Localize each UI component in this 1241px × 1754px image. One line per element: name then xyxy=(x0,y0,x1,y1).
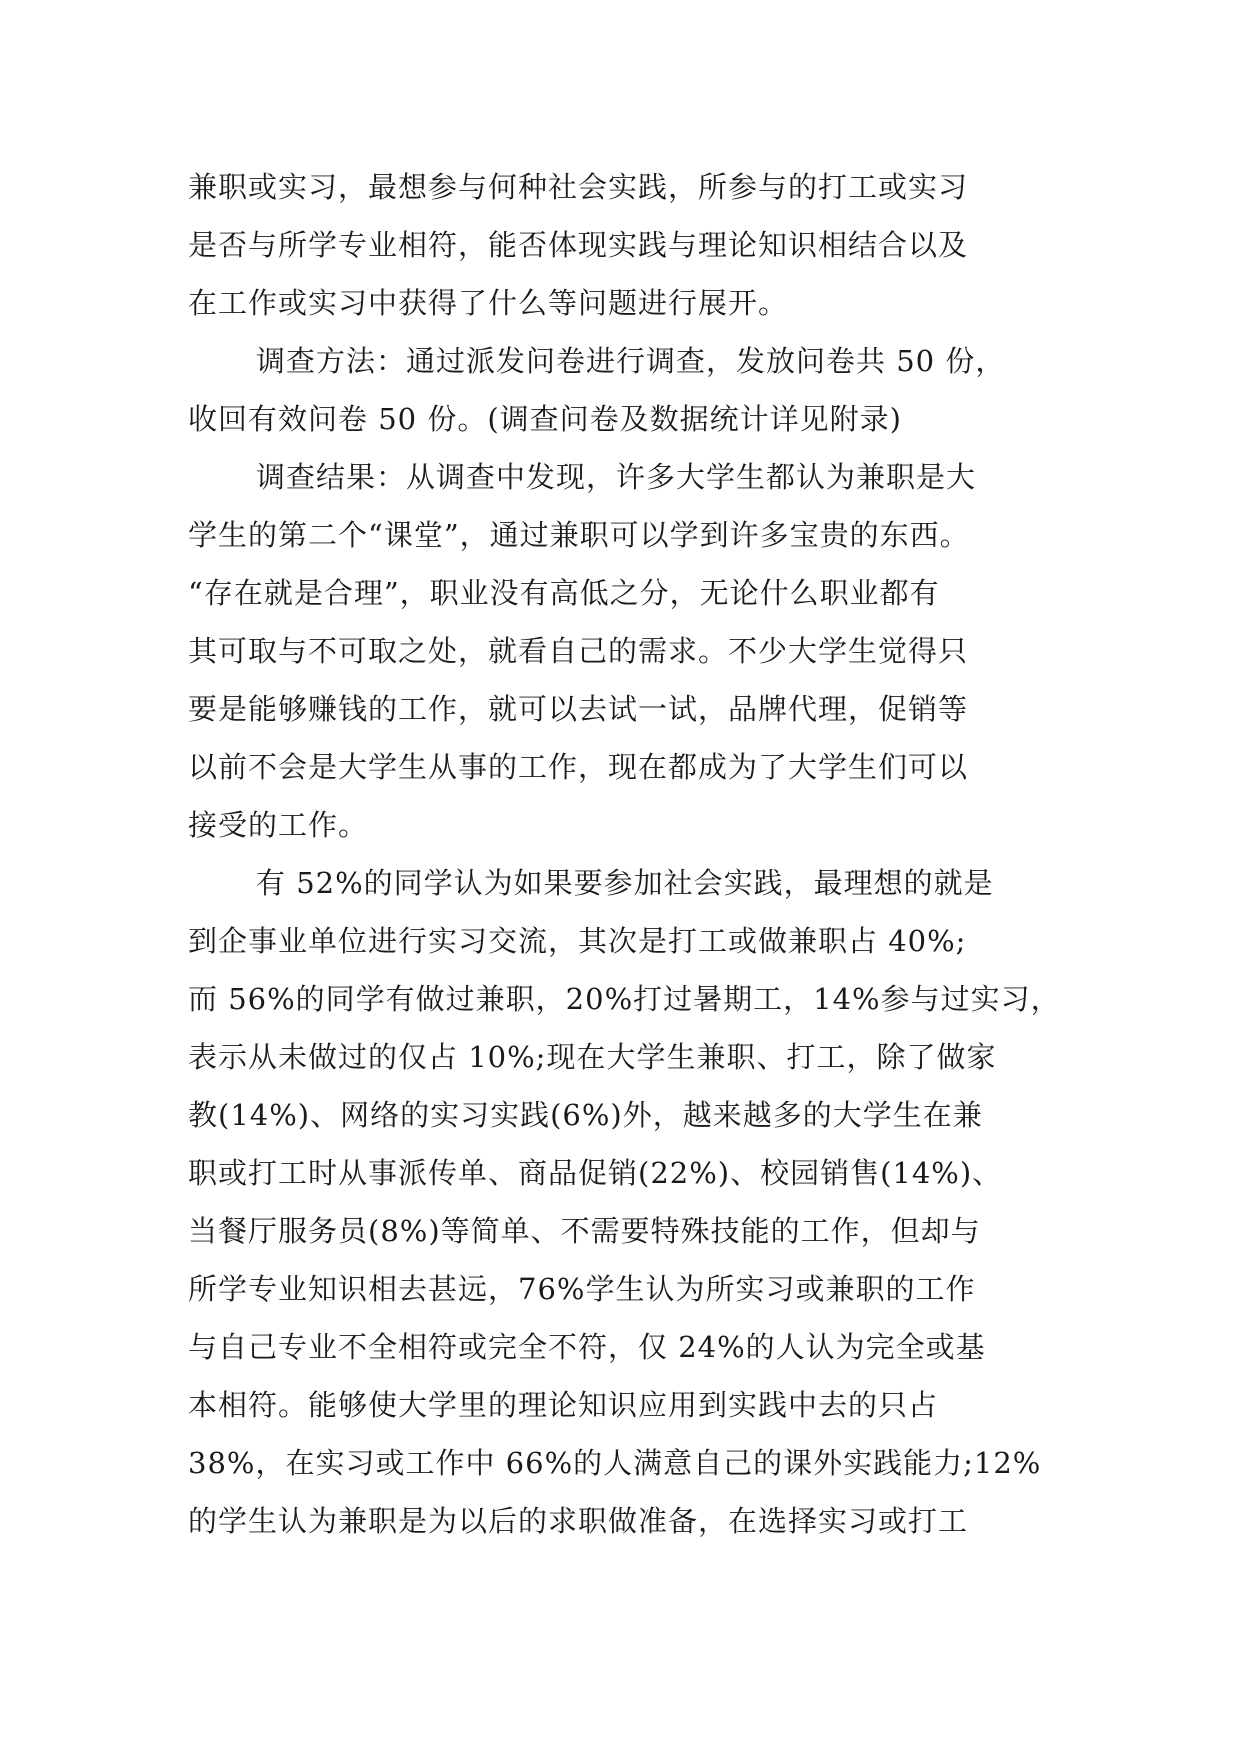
text-line: 是否与所学专业相符，能否体现实践与理论知识相结合以及 xyxy=(188,228,969,262)
text-line: 收回有效问卷 50 份。(调查问卷及数据统计详见附录) xyxy=(188,402,902,436)
text-line: 与自己专业不全相符或完全不符，仅 24%的人认为完全或基 xyxy=(188,1330,986,1364)
text-line: 38%，在实习或工作中 66%的人满意自己的课外实践能力;12% xyxy=(188,1446,1042,1480)
text-line: 本相符。能够使大学里的理论知识应用到实践中去的只占 xyxy=(188,1388,939,1422)
text-line: 表示从未做过的仅占 10%;现在大学生兼职、打工，除了做家 xyxy=(188,1040,997,1074)
text-line: 以前不会是大学生从事的工作，现在都成为了大学生们可以 xyxy=(188,750,969,784)
text-line: 要是能够赚钱的工作，就可以去试一试，品牌代理，促销等 xyxy=(188,692,969,726)
text-line: 当餐厅服务员(8%)等简单、不需要特殊技能的工作，但却与 xyxy=(188,1214,981,1248)
text-line: 而 56%的同学有做过兼职，20%打过暑期工，14%参与过实习， xyxy=(188,982,1061,1016)
text-line: 兼职或实习，最想参与何种社会实践，所参与的打工或实习 xyxy=(188,170,969,204)
text-line: 到企事业单位进行实习交流，其次是打工或做兼职占 40%; xyxy=(188,924,967,958)
survey-result-line: 调查结果：从调查中发现，许多大学生都认为兼职是大 xyxy=(256,460,977,494)
statistics-paragraph-line: 有 52%的同学认为如果要参加社会实践，最理想的就是 xyxy=(256,866,994,900)
text-line: 在工作或实习中获得了什么等问题进行展开。 xyxy=(188,286,789,320)
text-line: 职或打工时从事派传单、商品促销(22%)、校园销售(14%)、 xyxy=(188,1156,1003,1190)
text-line: 其可取与不可取之处，就看自己的需求。不少大学生觉得只 xyxy=(188,634,969,668)
text-line: 学生的第二个“课堂”，通过兼职可以学到许多宝贵的东西。 xyxy=(188,518,970,552)
text-line: 教(14%)、网络的实习实践(6%)外，越来越多的大学生在兼 xyxy=(188,1098,983,1132)
survey-method-line: 调查方法：通过派发问卷进行调查，发放问卷共 50 份， xyxy=(256,344,1006,378)
text-line: 接受的工作。 xyxy=(188,808,369,842)
text-line: 的学生认为兼职是为以后的求职做准备，在选择实习或打工 xyxy=(188,1504,969,1538)
body-text xyxy=(188,158,1088,1550)
text-line: “存在就是合理”，职业没有高低之分，无论什么职业都有 xyxy=(188,576,940,610)
text-line: 所学专业知识相去甚远，76%学生认为所实习或兼职的工作 xyxy=(188,1272,976,1306)
